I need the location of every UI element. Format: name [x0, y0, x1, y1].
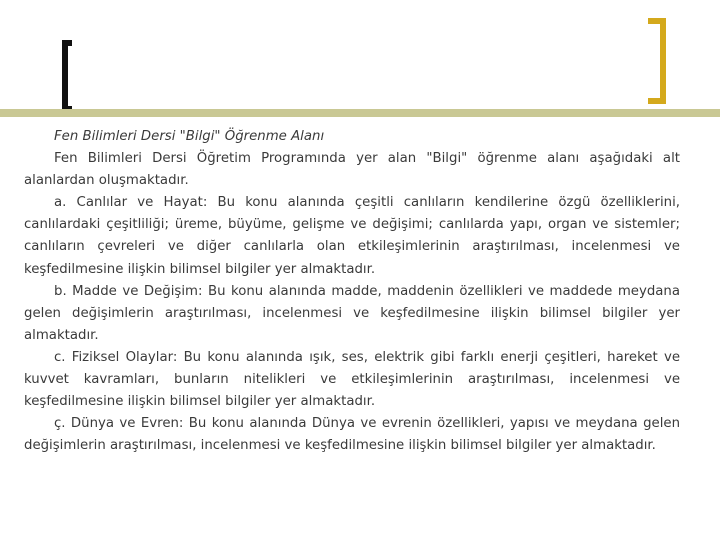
left-bracket-decoration [62, 40, 72, 112]
intro-paragraph: Fen Bilimleri Dersi Öğretim Programında yer alan "Bilgi" öğrenme alanı aşağıdaki alt alanlardan oluşmaktadır. [24, 151, 680, 189]
right-bracket-decoration [648, 18, 666, 104]
list-item-dunya-ve-evren: ç. Dünya ve Evren: Bu konu alanında Dünya ve evrenin özellikleri, yapısı ve meydana gelen değişimlerin araştırılması, incelenmesi ve keşfedilmesine ilişkin bilimsel bilgiler yer almaktadır. [24, 416, 680, 454]
list-item-fiziksel-olaylar: c. Fiziksel Olaylar: Bu konu alanında ışık, ses, elektrik gibi farklı enerji çeşitleri, hareket ve kuvvet kavramları, bunların nitelikleri ve etkileşimlerinin araştırılması, incelenmesi ve keşfedilmesine ilişkin bilimsel bilgiler yer almaktadır. [24, 349, 680, 410]
title-accent-bar [0, 109, 720, 117]
list-item-canlilar-ve-hayat: a. Canlılar ve Hayat: Bu konu alanında çeşitli canlıların kendilerine özgü özelliklerini, canlılardaki çeşitliliği; üreme, büyüme, gelişme ve değişimi; canlılarda yapı, organ ve sistemler; canlıların çevreleri ve diğer canlılarla olan etkileşimlerinin araştırılması, incelenmesi ve keşfedilmesine ilişkin bilimsel bilgiler yer almaktadır. [24, 195, 680, 277]
list-item-madde-ve-degisim: b. Madde ve Değişim: Bu konu alanında madde, maddenin özellikleri ve maddede meydana gelen değişimlerin araştırılması, incelenmesi ve keşfedilmesine ilişkin bilimsel bilgiler yer almaktadır. [24, 283, 680, 343]
document-heading: Fen Bilimleri Dersi "Bilgi" Öğrenme Alanı [54, 129, 325, 144]
document-text-block [24, 126, 680, 457]
